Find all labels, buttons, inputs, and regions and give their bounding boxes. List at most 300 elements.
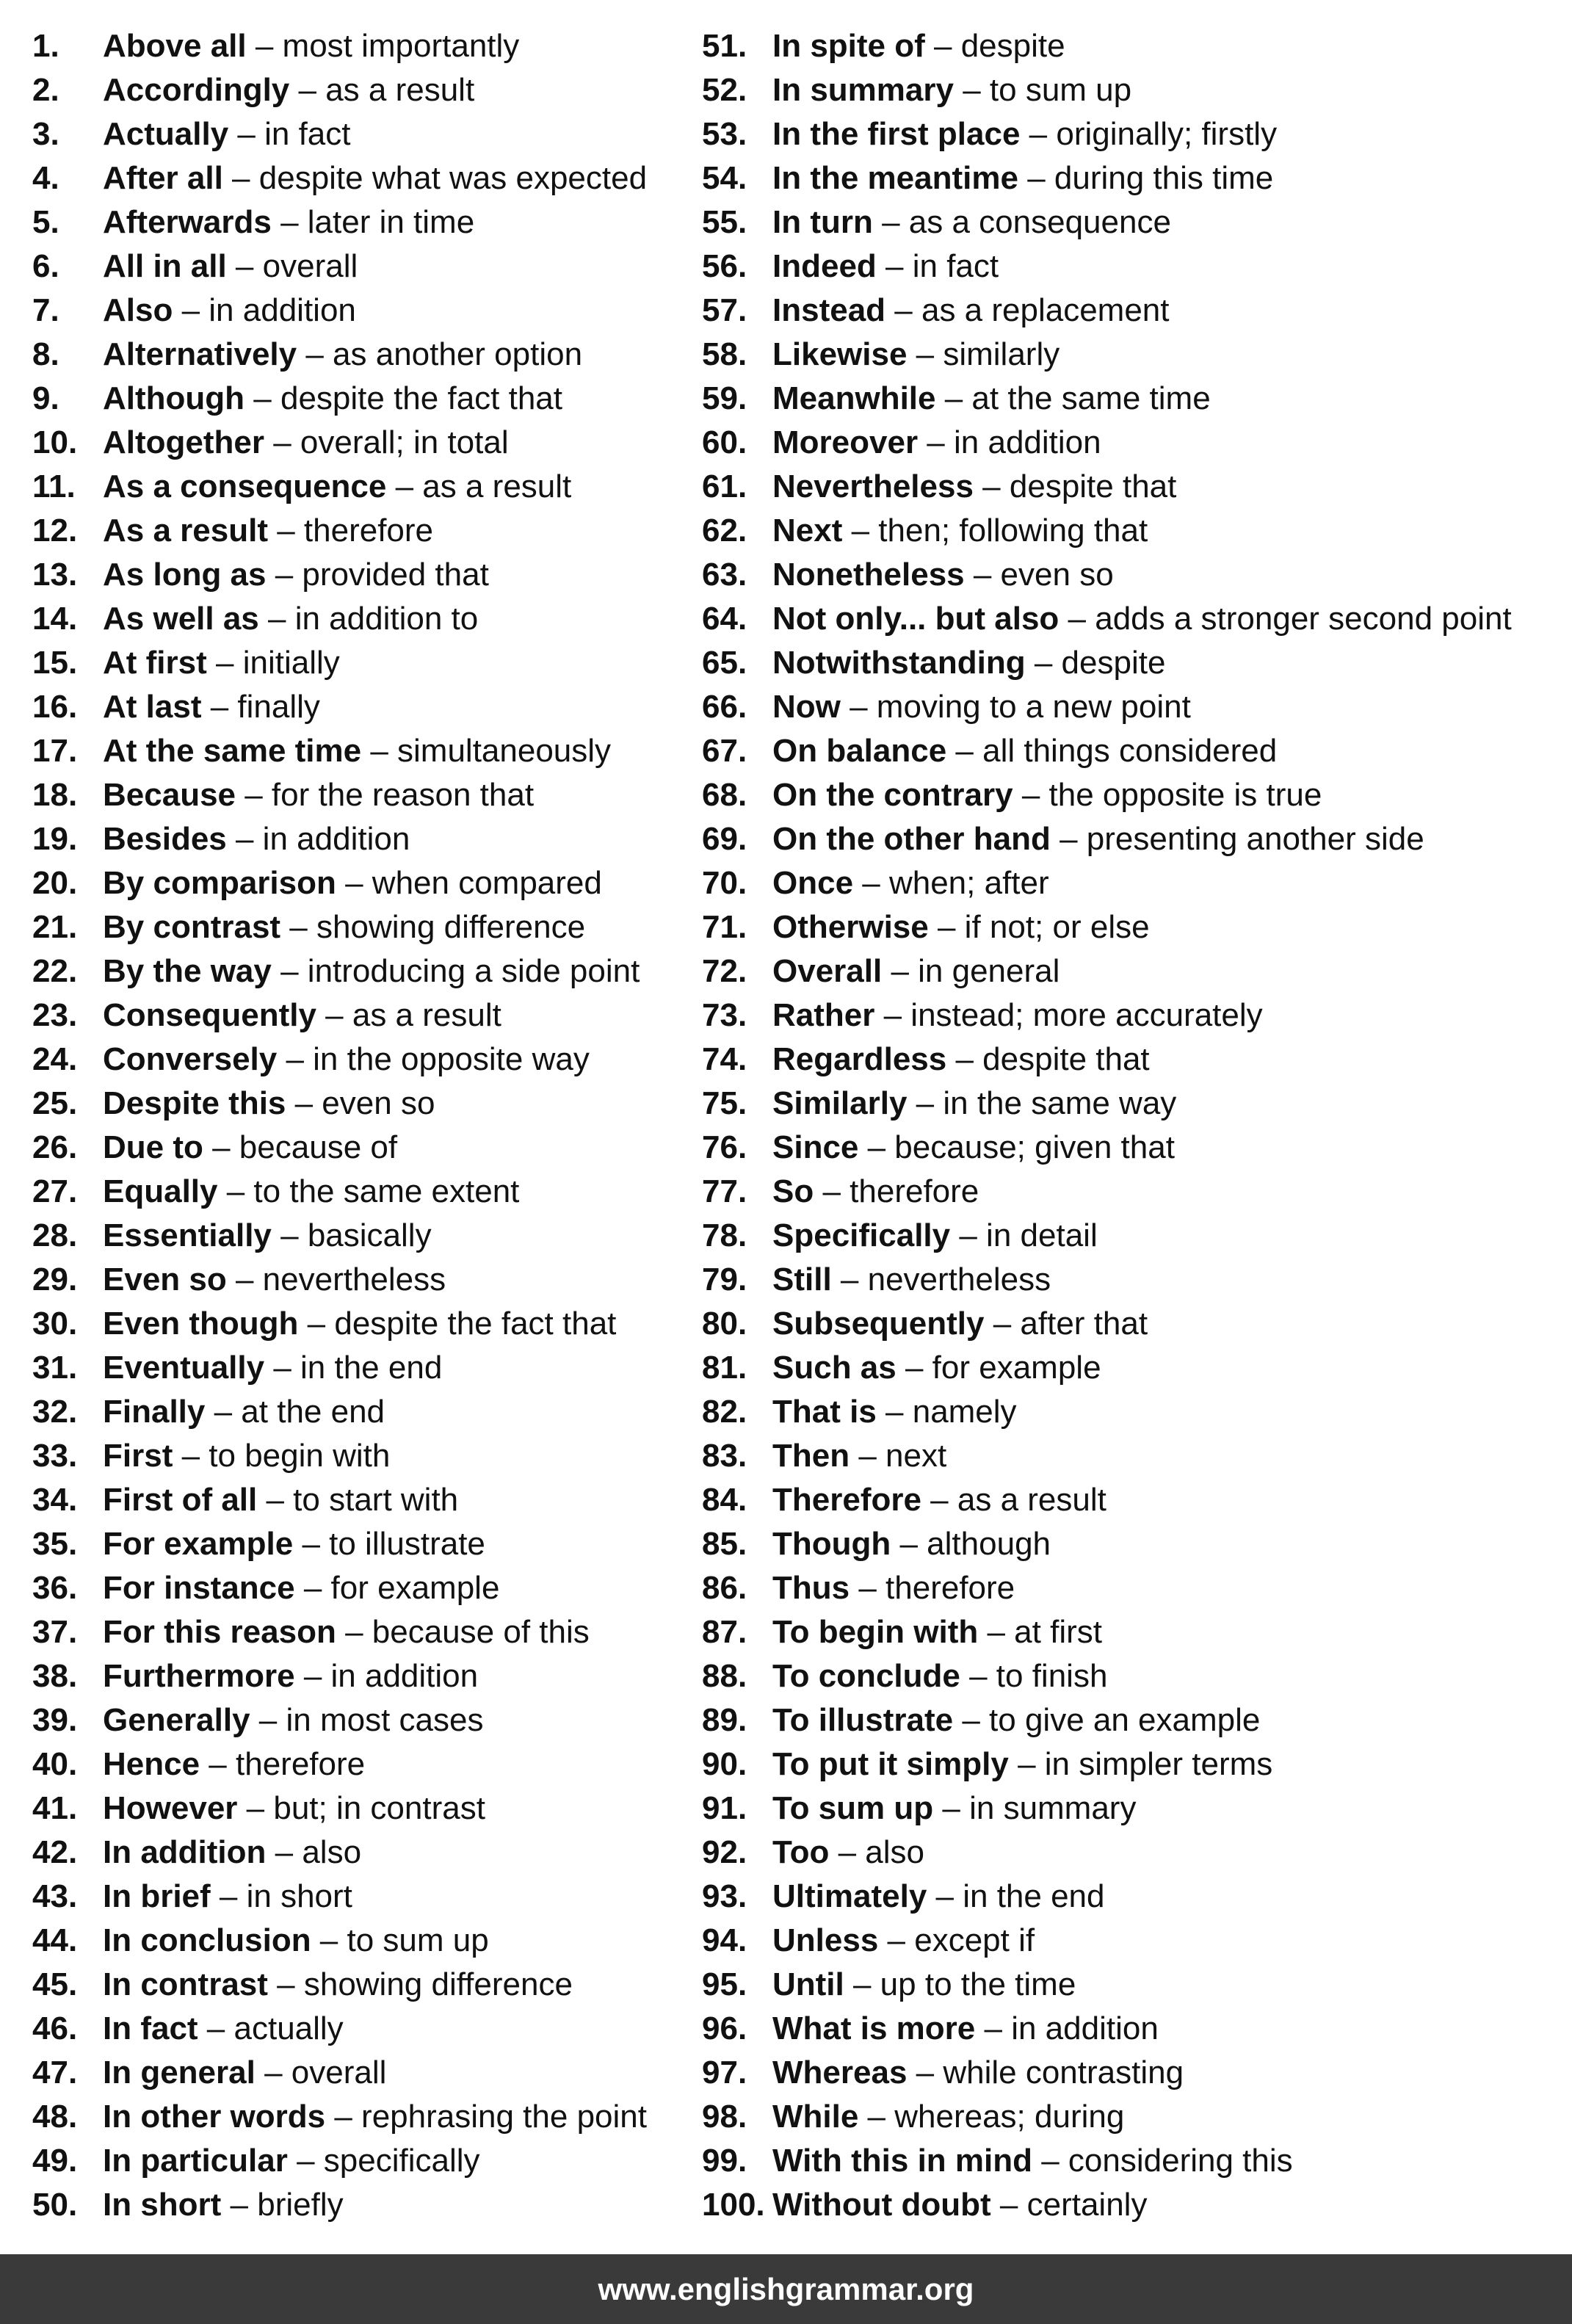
list-item xyxy=(32,1390,678,1434)
item-term: Notwithstanding xyxy=(772,645,1026,681)
item-term: In summary xyxy=(772,72,954,108)
item-term: Such as xyxy=(772,1350,897,1386)
item-body xyxy=(103,112,350,156)
item-definition: – in the opposite way xyxy=(277,1041,590,1077)
item-number: 7. xyxy=(32,292,59,328)
item-definition: – therefore xyxy=(267,513,434,549)
list-item xyxy=(702,773,1568,817)
item-definition: – overall; in total xyxy=(264,424,509,460)
item-term: Essentially xyxy=(103,1217,272,1253)
item-body xyxy=(772,905,1150,949)
item-body xyxy=(103,2183,344,2227)
item-number: 28. xyxy=(32,1217,78,1253)
item-number: 68. xyxy=(702,777,747,813)
list-item xyxy=(702,1038,1568,1082)
item-body xyxy=(103,68,474,112)
item-definition: – but; in contrast xyxy=(237,1790,485,1826)
item-term: Moreover xyxy=(772,424,919,460)
item-definition: – despite xyxy=(1025,645,1166,681)
item-definition: – as a result xyxy=(289,72,475,108)
item-number: 58. xyxy=(702,336,747,372)
item-term: Even though xyxy=(103,1306,299,1342)
item-term: Once xyxy=(772,865,854,901)
item-definition: – when; after xyxy=(853,865,1049,901)
item-term: Next xyxy=(772,513,843,549)
item-definition: – overall xyxy=(255,2055,387,2090)
item-definition: – in fact xyxy=(876,248,999,284)
item-number: 63. xyxy=(702,557,747,593)
item-body xyxy=(103,949,640,993)
item-body xyxy=(772,24,1065,68)
list-item xyxy=(32,1919,678,1963)
item-definition: – also xyxy=(829,1834,925,1870)
list-item xyxy=(702,2183,1568,2227)
item-body xyxy=(772,1566,1015,1610)
item-term: Even so xyxy=(103,1261,227,1297)
list-item xyxy=(702,641,1568,685)
item-term: Hence xyxy=(103,1746,200,1782)
list-item xyxy=(702,1082,1568,1126)
item-definition: – in addition xyxy=(173,292,356,328)
item-term: As well as xyxy=(103,601,259,637)
item-term: For example xyxy=(103,1526,294,1562)
item-definition: – finally xyxy=(201,689,320,725)
item-term: Ultimately xyxy=(772,1878,927,1914)
item-body xyxy=(772,817,1424,861)
item-term: To conclude xyxy=(772,1658,960,1694)
item-definition: – overall xyxy=(226,248,358,284)
item-body xyxy=(103,729,611,773)
item-number: 48. xyxy=(32,2099,78,2135)
item-number: 5. xyxy=(32,204,59,240)
item-body xyxy=(103,1742,365,1787)
item-number: 72. xyxy=(702,953,747,989)
list-item xyxy=(702,1698,1568,1742)
left-column xyxy=(32,24,678,2227)
item-number: 2. xyxy=(32,72,59,108)
item-definition: – in short xyxy=(210,1878,352,1914)
item-number: 54. xyxy=(702,160,747,196)
item-definition: – when compared xyxy=(336,865,602,901)
item-term: Due to xyxy=(103,1129,203,1165)
item-term: Generally xyxy=(103,1702,250,1738)
item-number: 98. xyxy=(702,2099,747,2135)
item-term: Finally xyxy=(103,1394,206,1430)
item-number: 88. xyxy=(702,1658,747,1694)
item-number: 91. xyxy=(702,1790,747,1826)
item-definition: – basically xyxy=(271,1217,432,1253)
item-definition: – in detail xyxy=(950,1217,1098,1253)
item-body xyxy=(103,377,562,421)
item-body xyxy=(103,421,509,465)
item-number: 87. xyxy=(702,1614,747,1650)
item-term: To put it simply xyxy=(772,1746,1009,1782)
list-item xyxy=(702,1787,1568,1831)
item-definition: – therefore xyxy=(850,1570,1015,1606)
item-body xyxy=(103,685,320,729)
item-number: 78. xyxy=(702,1217,747,1253)
item-number: 17. xyxy=(32,733,78,769)
list-item xyxy=(702,333,1568,377)
item-definition: – even so xyxy=(286,1085,435,1121)
item-term: Afterwards xyxy=(103,204,272,240)
item-definition: – in the same way xyxy=(907,1085,1177,1121)
item-body xyxy=(772,1742,1272,1787)
item-body xyxy=(103,1698,483,1742)
item-definition: – showing difference xyxy=(280,909,586,945)
list-item xyxy=(702,1214,1568,1258)
list-item xyxy=(32,729,678,773)
item-number: 6. xyxy=(32,248,59,284)
item-number: 61. xyxy=(702,468,747,504)
item-body xyxy=(103,861,602,905)
item-number: 79. xyxy=(702,1261,747,1297)
item-number: 57. xyxy=(702,292,747,328)
list-item xyxy=(32,1610,678,1654)
item-body xyxy=(103,1654,478,1698)
item-number: 89. xyxy=(702,1702,747,1738)
item-number: 77. xyxy=(702,1173,747,1209)
item-number: 10. xyxy=(32,424,78,460)
item-body xyxy=(103,553,489,597)
list-item xyxy=(32,1214,678,1258)
item-definition: – to give an example xyxy=(953,1702,1261,1738)
list-item xyxy=(32,289,678,333)
item-number: 55. xyxy=(702,204,747,240)
item-definition: – in addition xyxy=(975,2010,1159,2046)
item-body xyxy=(772,1170,979,1214)
item-term: Overall xyxy=(772,953,883,989)
item-number: 52. xyxy=(702,72,747,108)
item-definition: – later in time xyxy=(271,204,475,240)
list-item xyxy=(702,112,1568,156)
item-definition: – in fact xyxy=(228,116,351,152)
item-term: At last xyxy=(103,689,202,725)
list-item xyxy=(702,729,1568,773)
item-definition: – certainly xyxy=(990,2187,1148,2223)
item-term: Because xyxy=(103,777,236,813)
item-definition: – if not; or else xyxy=(928,909,1150,945)
item-number: 60. xyxy=(702,424,747,460)
list-item xyxy=(702,597,1568,641)
item-definition: – as a result xyxy=(921,1482,1106,1518)
item-number: 16. xyxy=(32,689,78,725)
item-term: In brief xyxy=(103,1878,211,1914)
item-number: 31. xyxy=(32,1350,78,1386)
item-body xyxy=(772,1787,1136,1831)
item-term: Unless xyxy=(772,1922,879,1958)
item-body xyxy=(772,1875,1105,1919)
list-item xyxy=(32,1434,678,1478)
item-definition: – similarly xyxy=(907,336,1060,372)
item-body xyxy=(103,993,501,1038)
item-term: In particular xyxy=(103,2143,288,2179)
item-definition: – because of xyxy=(203,1129,398,1165)
item-term: Since xyxy=(772,1129,859,1165)
item-number: 22. xyxy=(32,953,78,989)
item-number: 33. xyxy=(32,1438,78,1474)
item-term: Actually xyxy=(103,116,229,152)
item-number: 50. xyxy=(32,2187,78,2223)
item-number: 99. xyxy=(702,2143,747,2179)
item-definition: – even so xyxy=(964,557,1114,593)
list-item xyxy=(32,1258,678,1302)
item-term: Furthermore xyxy=(103,1658,295,1694)
list-item xyxy=(32,1126,678,1170)
item-body xyxy=(103,1566,499,1610)
list-item xyxy=(32,377,678,421)
list-item xyxy=(32,156,678,200)
item-number: 81. xyxy=(702,1350,747,1386)
item-definition: – all things considered xyxy=(946,733,1278,769)
item-number: 83. xyxy=(702,1438,747,1474)
item-body xyxy=(772,597,1512,641)
item-number: 65. xyxy=(702,645,747,681)
footer-site-link[interactable]: www.englishgrammar.org xyxy=(598,2271,974,2306)
footer-bar xyxy=(0,2254,1572,2324)
item-definition: – in addition xyxy=(918,424,1101,460)
item-definition: – showing difference xyxy=(267,1966,573,2002)
list-item xyxy=(32,993,678,1038)
item-definition: – in most cases xyxy=(250,1702,484,1738)
item-number: 67. xyxy=(702,733,747,769)
item-definition: – despite xyxy=(924,28,1065,64)
item-definition: – as a result xyxy=(386,468,572,504)
item-definition: – simultaneously xyxy=(361,733,612,769)
item-body xyxy=(772,1522,1051,1566)
item-number: 75. xyxy=(702,1085,747,1121)
item-term: With this in mind xyxy=(772,2143,1032,2179)
item-term: Though xyxy=(772,1526,891,1562)
item-definition: – therefore xyxy=(200,1746,366,1782)
list-item xyxy=(32,2183,678,2227)
item-number: 23. xyxy=(32,997,78,1033)
list-item xyxy=(32,1787,678,1831)
item-number: 39. xyxy=(32,1702,78,1738)
item-number: 100. xyxy=(702,2187,765,2223)
item-body xyxy=(772,465,1176,509)
item-definition: – namely xyxy=(876,1394,1017,1430)
item-body xyxy=(772,2183,1147,2227)
item-term: Then xyxy=(772,1438,850,1474)
item-definition: – for example xyxy=(896,1350,1101,1386)
item-definition: – presenting another side xyxy=(1050,821,1424,857)
item-definition: – for the reason that xyxy=(236,777,535,813)
item-term: Despite this xyxy=(103,1085,286,1121)
item-body xyxy=(103,1038,590,1082)
item-term: Whereas xyxy=(772,2055,908,2090)
item-number: 82. xyxy=(702,1394,747,1430)
item-body xyxy=(103,1258,446,1302)
item-definition: – because of this xyxy=(336,1614,590,1650)
item-body xyxy=(103,1787,485,1831)
list-item xyxy=(32,1082,678,1126)
item-body xyxy=(103,509,433,553)
item-body xyxy=(772,1831,924,1875)
item-definition: – because; given that xyxy=(858,1129,1175,1165)
list-item xyxy=(32,421,678,465)
item-body xyxy=(772,1126,1175,1170)
item-body xyxy=(772,2095,1124,2139)
item-definition: – up to the time xyxy=(844,1966,1076,2002)
item-body xyxy=(772,333,1060,377)
item-term: Besides xyxy=(103,821,227,857)
item-term: Similarly xyxy=(772,1085,908,1121)
item-term: Therefore xyxy=(772,1482,921,1518)
item-definition: – as a result xyxy=(316,997,501,1033)
item-body xyxy=(772,949,1060,993)
item-term: In turn xyxy=(772,204,873,240)
item-term: Nevertheless xyxy=(772,468,974,504)
item-body xyxy=(772,1390,1017,1434)
list-item xyxy=(702,465,1568,509)
list-item xyxy=(32,1346,678,1390)
item-number: 3. xyxy=(32,116,59,152)
item-definition: – after that xyxy=(984,1306,1148,1342)
item-term: In the first place xyxy=(772,116,1021,152)
list-item xyxy=(32,905,678,949)
list-item xyxy=(32,465,678,509)
item-term: By contrast xyxy=(103,909,281,945)
item-definition: – adds a stronger second point xyxy=(1059,601,1512,637)
item-body xyxy=(103,817,410,861)
item-body xyxy=(103,1610,590,1654)
item-number: 44. xyxy=(32,1922,78,1958)
list-item xyxy=(702,1610,1568,1654)
item-definition: – actually xyxy=(198,2010,344,2046)
item-body xyxy=(772,289,1170,333)
item-body xyxy=(103,2095,647,2139)
item-definition: – considering this xyxy=(1032,2143,1293,2179)
list-item xyxy=(32,68,678,112)
item-body xyxy=(772,1434,946,1478)
item-number: 27. xyxy=(32,1173,78,1209)
item-number: 42. xyxy=(32,1834,78,1870)
item-body xyxy=(103,24,519,68)
item-definition: – introducing a side point xyxy=(271,953,640,989)
list-item xyxy=(702,377,1568,421)
item-definition: – next xyxy=(850,1438,947,1474)
item-body xyxy=(103,1302,616,1346)
item-number: 36. xyxy=(32,1570,78,1606)
item-number: 29. xyxy=(32,1261,78,1297)
item-term: In short xyxy=(103,2187,222,2223)
item-number: 19. xyxy=(32,821,78,857)
list-item xyxy=(32,817,678,861)
item-term: Above all xyxy=(103,28,247,64)
item-number: 74. xyxy=(702,1041,747,1077)
item-body xyxy=(772,2007,1159,2051)
item-number: 49. xyxy=(32,2143,78,2179)
item-term: That is xyxy=(772,1394,877,1430)
item-definition: – to the same extent xyxy=(217,1173,520,1209)
item-term: For this reason xyxy=(103,1614,336,1650)
item-definition: – the opposite is true xyxy=(1013,777,1322,813)
item-definition: – in general xyxy=(882,953,1060,989)
list-item xyxy=(32,24,678,68)
item-definition: – at first xyxy=(978,1614,1102,1650)
item-term: To illustrate xyxy=(772,1702,954,1738)
item-term: Otherwise xyxy=(772,909,929,945)
item-term: Too xyxy=(772,1834,830,1870)
item-body xyxy=(103,1390,385,1434)
item-term: After all xyxy=(103,160,223,196)
item-body xyxy=(103,2007,344,2051)
item-number: 90. xyxy=(702,1746,747,1782)
item-body xyxy=(772,1654,1107,1698)
item-definition: – in simpler terms xyxy=(1008,1746,1273,1782)
list-item xyxy=(702,1742,1568,1787)
item-body xyxy=(772,1082,1176,1126)
item-number: 9. xyxy=(32,380,59,416)
list-item xyxy=(32,1038,678,1082)
list-item xyxy=(32,1831,678,1875)
item-definition: – rephrasing the point xyxy=(325,2099,647,2135)
item-term: By comparison xyxy=(103,865,336,901)
item-number: 43. xyxy=(32,1878,78,1914)
item-number: 4. xyxy=(32,160,59,196)
item-number: 40. xyxy=(32,1746,78,1782)
item-number: 92. xyxy=(702,1834,747,1870)
list-item xyxy=(32,2051,678,2095)
item-definition: – whereas; during xyxy=(858,2099,1125,2135)
item-body xyxy=(103,465,571,509)
list-item xyxy=(702,1654,1568,1698)
list-item xyxy=(32,1963,678,2007)
list-item xyxy=(702,421,1568,465)
item-term: Subsequently xyxy=(772,1306,985,1342)
item-term: Alternatively xyxy=(103,336,297,372)
item-term: Altogether xyxy=(103,424,264,460)
list-item xyxy=(32,641,678,685)
item-body xyxy=(103,1478,458,1522)
list-item xyxy=(702,949,1568,993)
list-item xyxy=(32,509,678,553)
list-item xyxy=(702,553,1568,597)
item-number: 56. xyxy=(702,248,747,284)
item-number: 15. xyxy=(32,645,78,681)
item-term: Indeed xyxy=(772,248,877,284)
item-definition: – most importantly xyxy=(246,28,520,64)
item-term: Conversely xyxy=(103,1041,278,1077)
item-term: Eventually xyxy=(103,1350,265,1386)
list-item xyxy=(702,1258,1568,1302)
list-item xyxy=(702,905,1568,949)
item-term: Now xyxy=(772,689,841,725)
list-item xyxy=(702,24,1568,68)
item-term: In contrast xyxy=(103,1966,268,2002)
item-definition: – at the end xyxy=(205,1394,385,1430)
item-number: 69. xyxy=(702,821,747,857)
list-item xyxy=(32,1302,678,1346)
item-number: 41. xyxy=(32,1790,78,1826)
list-item xyxy=(702,2007,1568,2051)
item-number: 20. xyxy=(32,865,78,901)
item-definition: – moving to a new point xyxy=(840,689,1191,725)
item-number: 64. xyxy=(702,601,747,637)
list-item xyxy=(702,1831,1568,1875)
item-body xyxy=(103,641,340,685)
list-item xyxy=(32,2007,678,2051)
list-item xyxy=(32,1170,678,1214)
list-item xyxy=(32,1875,678,1919)
list-item xyxy=(32,245,678,289)
list-item xyxy=(702,861,1568,905)
list-item xyxy=(702,1390,1568,1434)
item-body xyxy=(772,245,999,289)
item-definition: – in summary xyxy=(933,1790,1137,1826)
item-term: On balance xyxy=(772,733,947,769)
